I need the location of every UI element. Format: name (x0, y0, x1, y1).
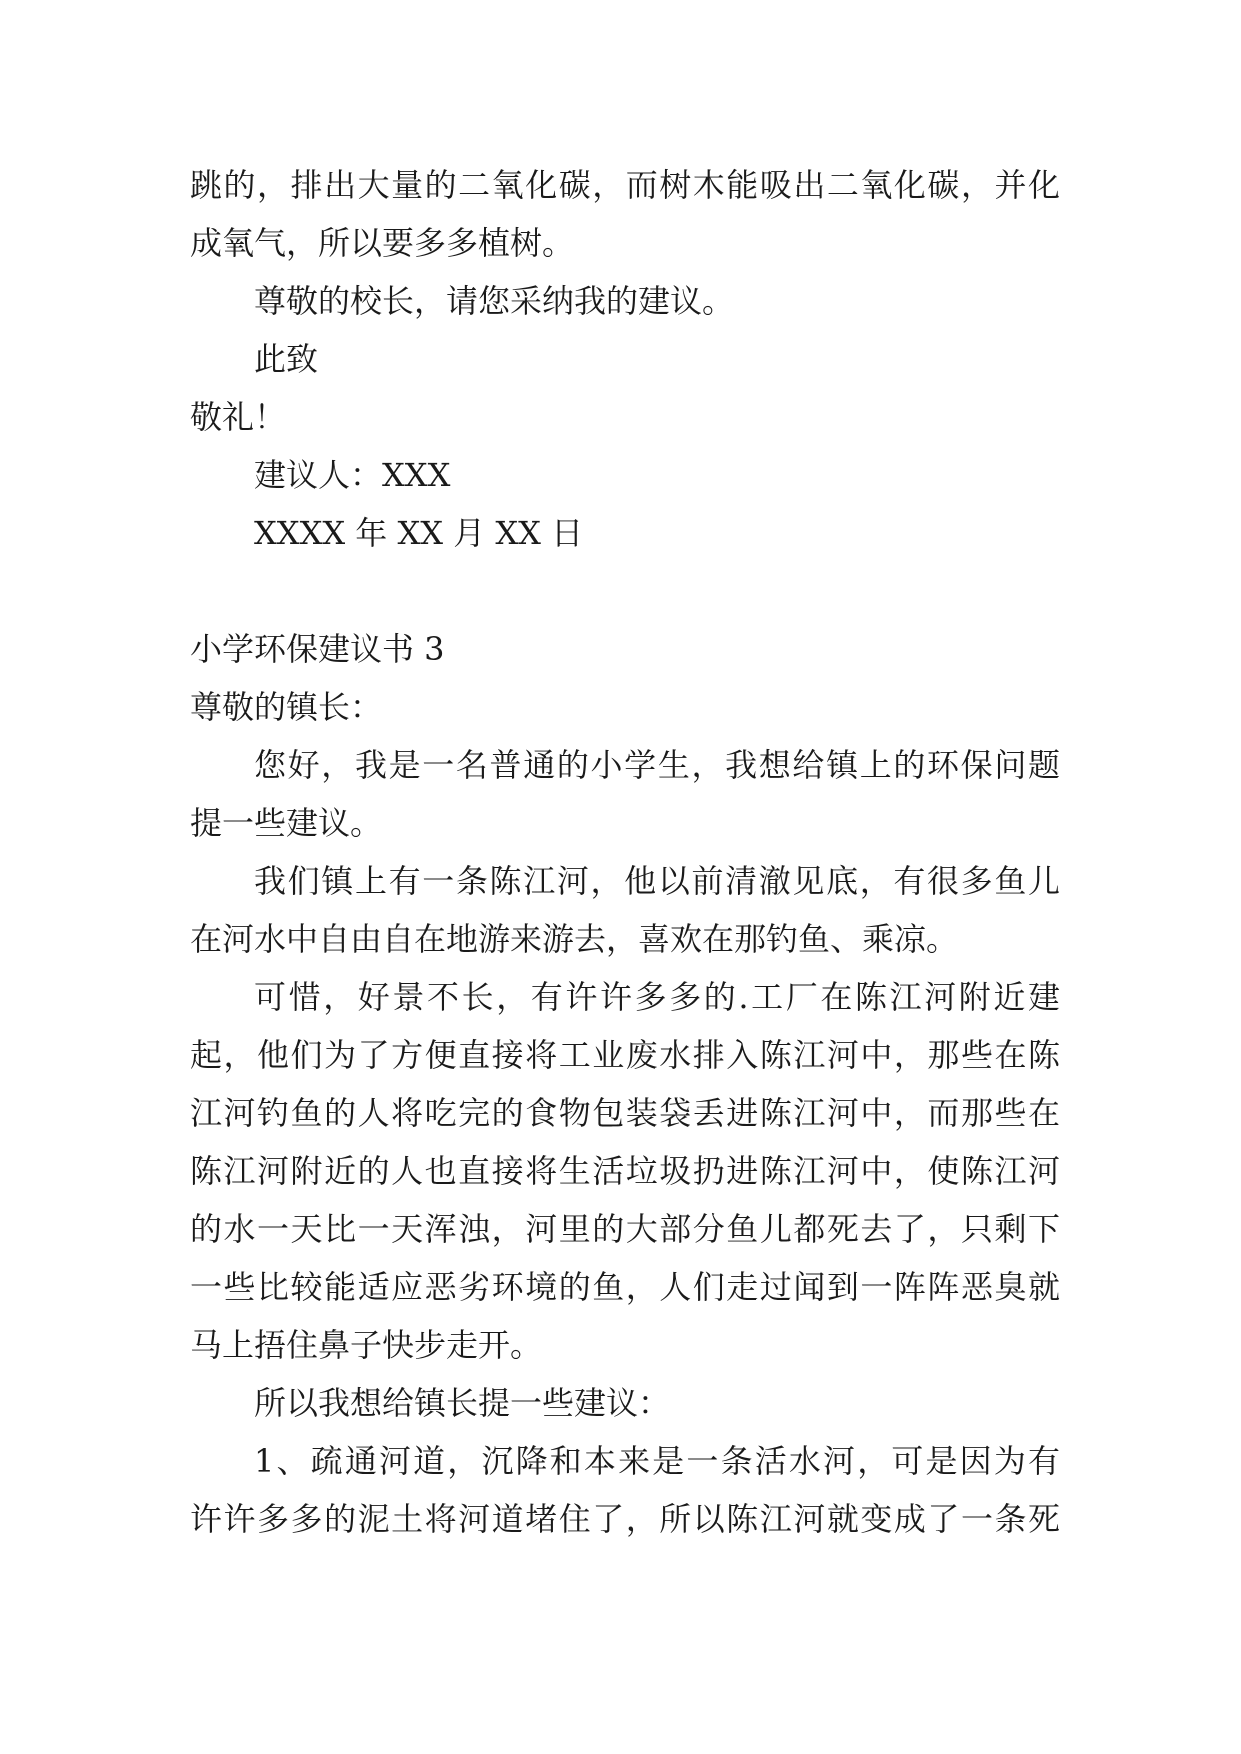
greeting: 尊敬的镇长： (190, 688, 383, 726)
paragraph-line: 一些比较能适应恶劣环境的鱼，人们走过闻到一阵阵恶臭就 (190, 1268, 1060, 1306)
paragraph-line: 许许多多的泥土将河道堵住了，所以陈江河就变成了一条死 (190, 1500, 1060, 1538)
paragraph-line: 提一些建议。 (190, 804, 383, 842)
signer: 建议人：XXX (254, 456, 451, 494)
closing-plea: 尊敬的校长，请您采纳我的建议。 (254, 282, 735, 320)
date: XXXX 年 XX 月 XX 日 (254, 514, 584, 552)
paragraph-line: 您好，我是一名普通的小学生，我想给镇上的环保问题 (254, 746, 1060, 784)
paragraph-line: 我们镇上有一条陈江河，他以前清澈见底，有很多鱼儿 (254, 862, 1060, 900)
body-line: 跳的，排出大量的二氧化碳，而树木能吸出二氧化碳，并化 (190, 166, 1060, 204)
paragraph-line: 在河水中自由自在地游来游去，喜欢在那钓鱼、乘凉。 (190, 920, 959, 958)
salutation-line-2: 敬礼！ (190, 398, 287, 436)
salutation-line-1: 此致 (254, 340, 319, 378)
paragraph-line: 可惜，好景不长，有许许多多的.工厂在陈江河附近建 (254, 978, 1060, 1016)
body-line: 成氧气，所以要多多植树。 (190, 224, 575, 262)
paragraph-line: 马上捂住鼻子快步走开。 (190, 1326, 543, 1364)
section-title: 小学环保建议书 3 (190, 630, 445, 668)
paragraph-line: 1、疏通河道，沉降和本来是一条活水河，可是因为有 (254, 1442, 1060, 1480)
paragraph-line: 所以我想给镇长提一些建议： (254, 1384, 671, 1422)
paragraph-line: 陈江河附近的人也直接将生活垃圾扔进陈江河中，使陈江河 (190, 1152, 1060, 1190)
paragraph-line: 的水一天比一天浑浊，河里的大部分鱼儿都死去了，只剩下 (190, 1210, 1060, 1248)
paragraph-line: 江河钓鱼的人将吃完的食物包装袋丢进陈江河中，而那些在 (190, 1094, 1060, 1132)
paragraph-line: 起，他们为了方便直接将工业废水排入陈江河中，那些在陈 (190, 1036, 1060, 1074)
